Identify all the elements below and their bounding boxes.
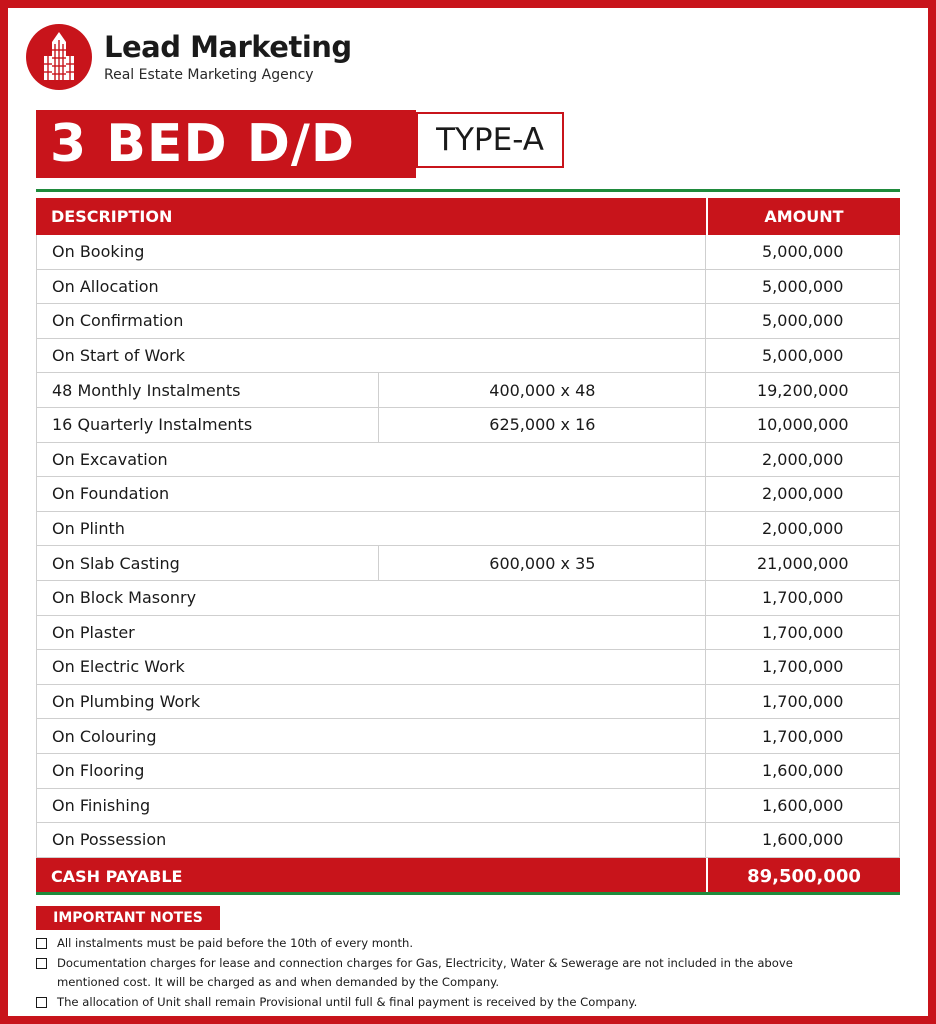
row-detail: 625,000 x 16 [378, 408, 705, 442]
checkbox-icon [36, 938, 47, 949]
brand-header [26, 22, 352, 92]
table-row [36, 270, 900, 305]
table-row [36, 719, 900, 754]
row-description: On Colouring [52, 726, 157, 746]
row-description: On Start of Work [52, 346, 186, 366]
row-amount: 1,600,000 [705, 823, 899, 857]
row-amount: 1,700,000 [705, 685, 899, 719]
note-text: All instalments must be paid before the 10th of every month. [57, 936, 414, 950]
table-row [36, 789, 900, 824]
row-amount: 19,200,000 [705, 373, 899, 407]
payment-plan-table [36, 198, 900, 895]
row-description: 16 Quarterly Instalments [52, 415, 253, 435]
page-title [36, 110, 564, 178]
row-detail: 400,000 x 48 [378, 373, 705, 407]
row-description: On Block Masonry [52, 588, 197, 608]
table-row [36, 339, 900, 374]
row-amount: 2,000,000 [705, 443, 899, 477]
row-amount: 5,000,000 [705, 235, 899, 269]
total-row [36, 858, 900, 895]
table-row [36, 235, 900, 270]
row-description: On Plinth [52, 519, 125, 539]
note-text: Documentation charges for lease and connection charges for Gas, Electricity, Water & Sewerage are not included in the above mentioned cost. It will be charged as and when demanded by the Company. [57, 955, 793, 989]
row-amount: 1,600,000 [705, 754, 899, 788]
note-item [36, 993, 836, 1013]
table-row [36, 304, 900, 339]
row-description: On Slab Casting [52, 553, 180, 573]
row-amount: 1,700,000 [705, 616, 899, 650]
title-type: TYPE-A [416, 112, 564, 168]
row-amount: 5,000,000 [705, 339, 899, 373]
table-row [36, 581, 900, 616]
row-description: 48 Monthly Instalments [52, 380, 241, 400]
table-row [36, 650, 900, 685]
row-detail: 600,000 x 35 [378, 546, 705, 580]
row-amount: 1,600,000 [705, 789, 899, 823]
table-header [36, 198, 900, 235]
notes-label: IMPORTANT NOTES [36, 906, 220, 930]
table-row [36, 823, 900, 858]
row-description: On Electric Work [52, 657, 185, 677]
building-icon [26, 24, 92, 90]
table-row [36, 373, 900, 408]
total-amount: 89,500,000 [706, 858, 900, 895]
table-row [36, 616, 900, 651]
table-row [36, 477, 900, 512]
row-description: On Confirmation [52, 311, 184, 331]
total-label: CASH PAYABLE [51, 866, 183, 886]
checkbox-icon [36, 997, 47, 1008]
header-description: DESCRIPTION [51, 207, 173, 226]
row-amount: 1,700,000 [705, 581, 899, 615]
row-amount: 2,000,000 [705, 512, 899, 546]
header-amount: AMOUNT [706, 198, 900, 235]
table-row [36, 546, 900, 581]
row-amount: 10,000,000 [705, 408, 899, 442]
row-description: On Finishing [52, 795, 151, 815]
notes-list [36, 934, 836, 1012]
row-description: On Possession [52, 830, 167, 850]
row-description: On Plaster [52, 622, 135, 642]
divider-top [36, 189, 900, 192]
row-amount: 2,000,000 [705, 477, 899, 511]
row-description: On Flooring [52, 761, 145, 781]
row-amount: 5,000,000 [705, 304, 899, 338]
row-amount: 1,700,000 [705, 719, 899, 753]
brand-name: Lead Marketing [104, 30, 352, 64]
table-row [36, 408, 900, 443]
row-description: On Foundation [52, 484, 170, 504]
divider-bottom [36, 892, 900, 895]
row-amount: 1,700,000 [705, 650, 899, 684]
row-amount: 21,000,000 [705, 546, 899, 580]
table-row [36, 685, 900, 720]
row-description: On Allocation [52, 276, 159, 296]
brand-tagline: Real Estate Marketing Agency [104, 67, 314, 83]
table-row [36, 512, 900, 547]
table-row [36, 754, 900, 789]
note-text: The allocation of Unit shall remain Provisional until full & final payment is received by the Company. [57, 994, 638, 1009]
row-description: On Plumbing Work [52, 692, 201, 712]
row-description: On Excavation [52, 449, 168, 469]
checkbox-icon [36, 958, 47, 969]
note-item [36, 954, 836, 993]
row-description: On Booking [52, 242, 145, 262]
row-amount: 5,000,000 [705, 270, 899, 304]
title-main: 3 BED D/D [36, 110, 416, 178]
table-row [36, 443, 900, 478]
note-item [36, 934, 836, 954]
